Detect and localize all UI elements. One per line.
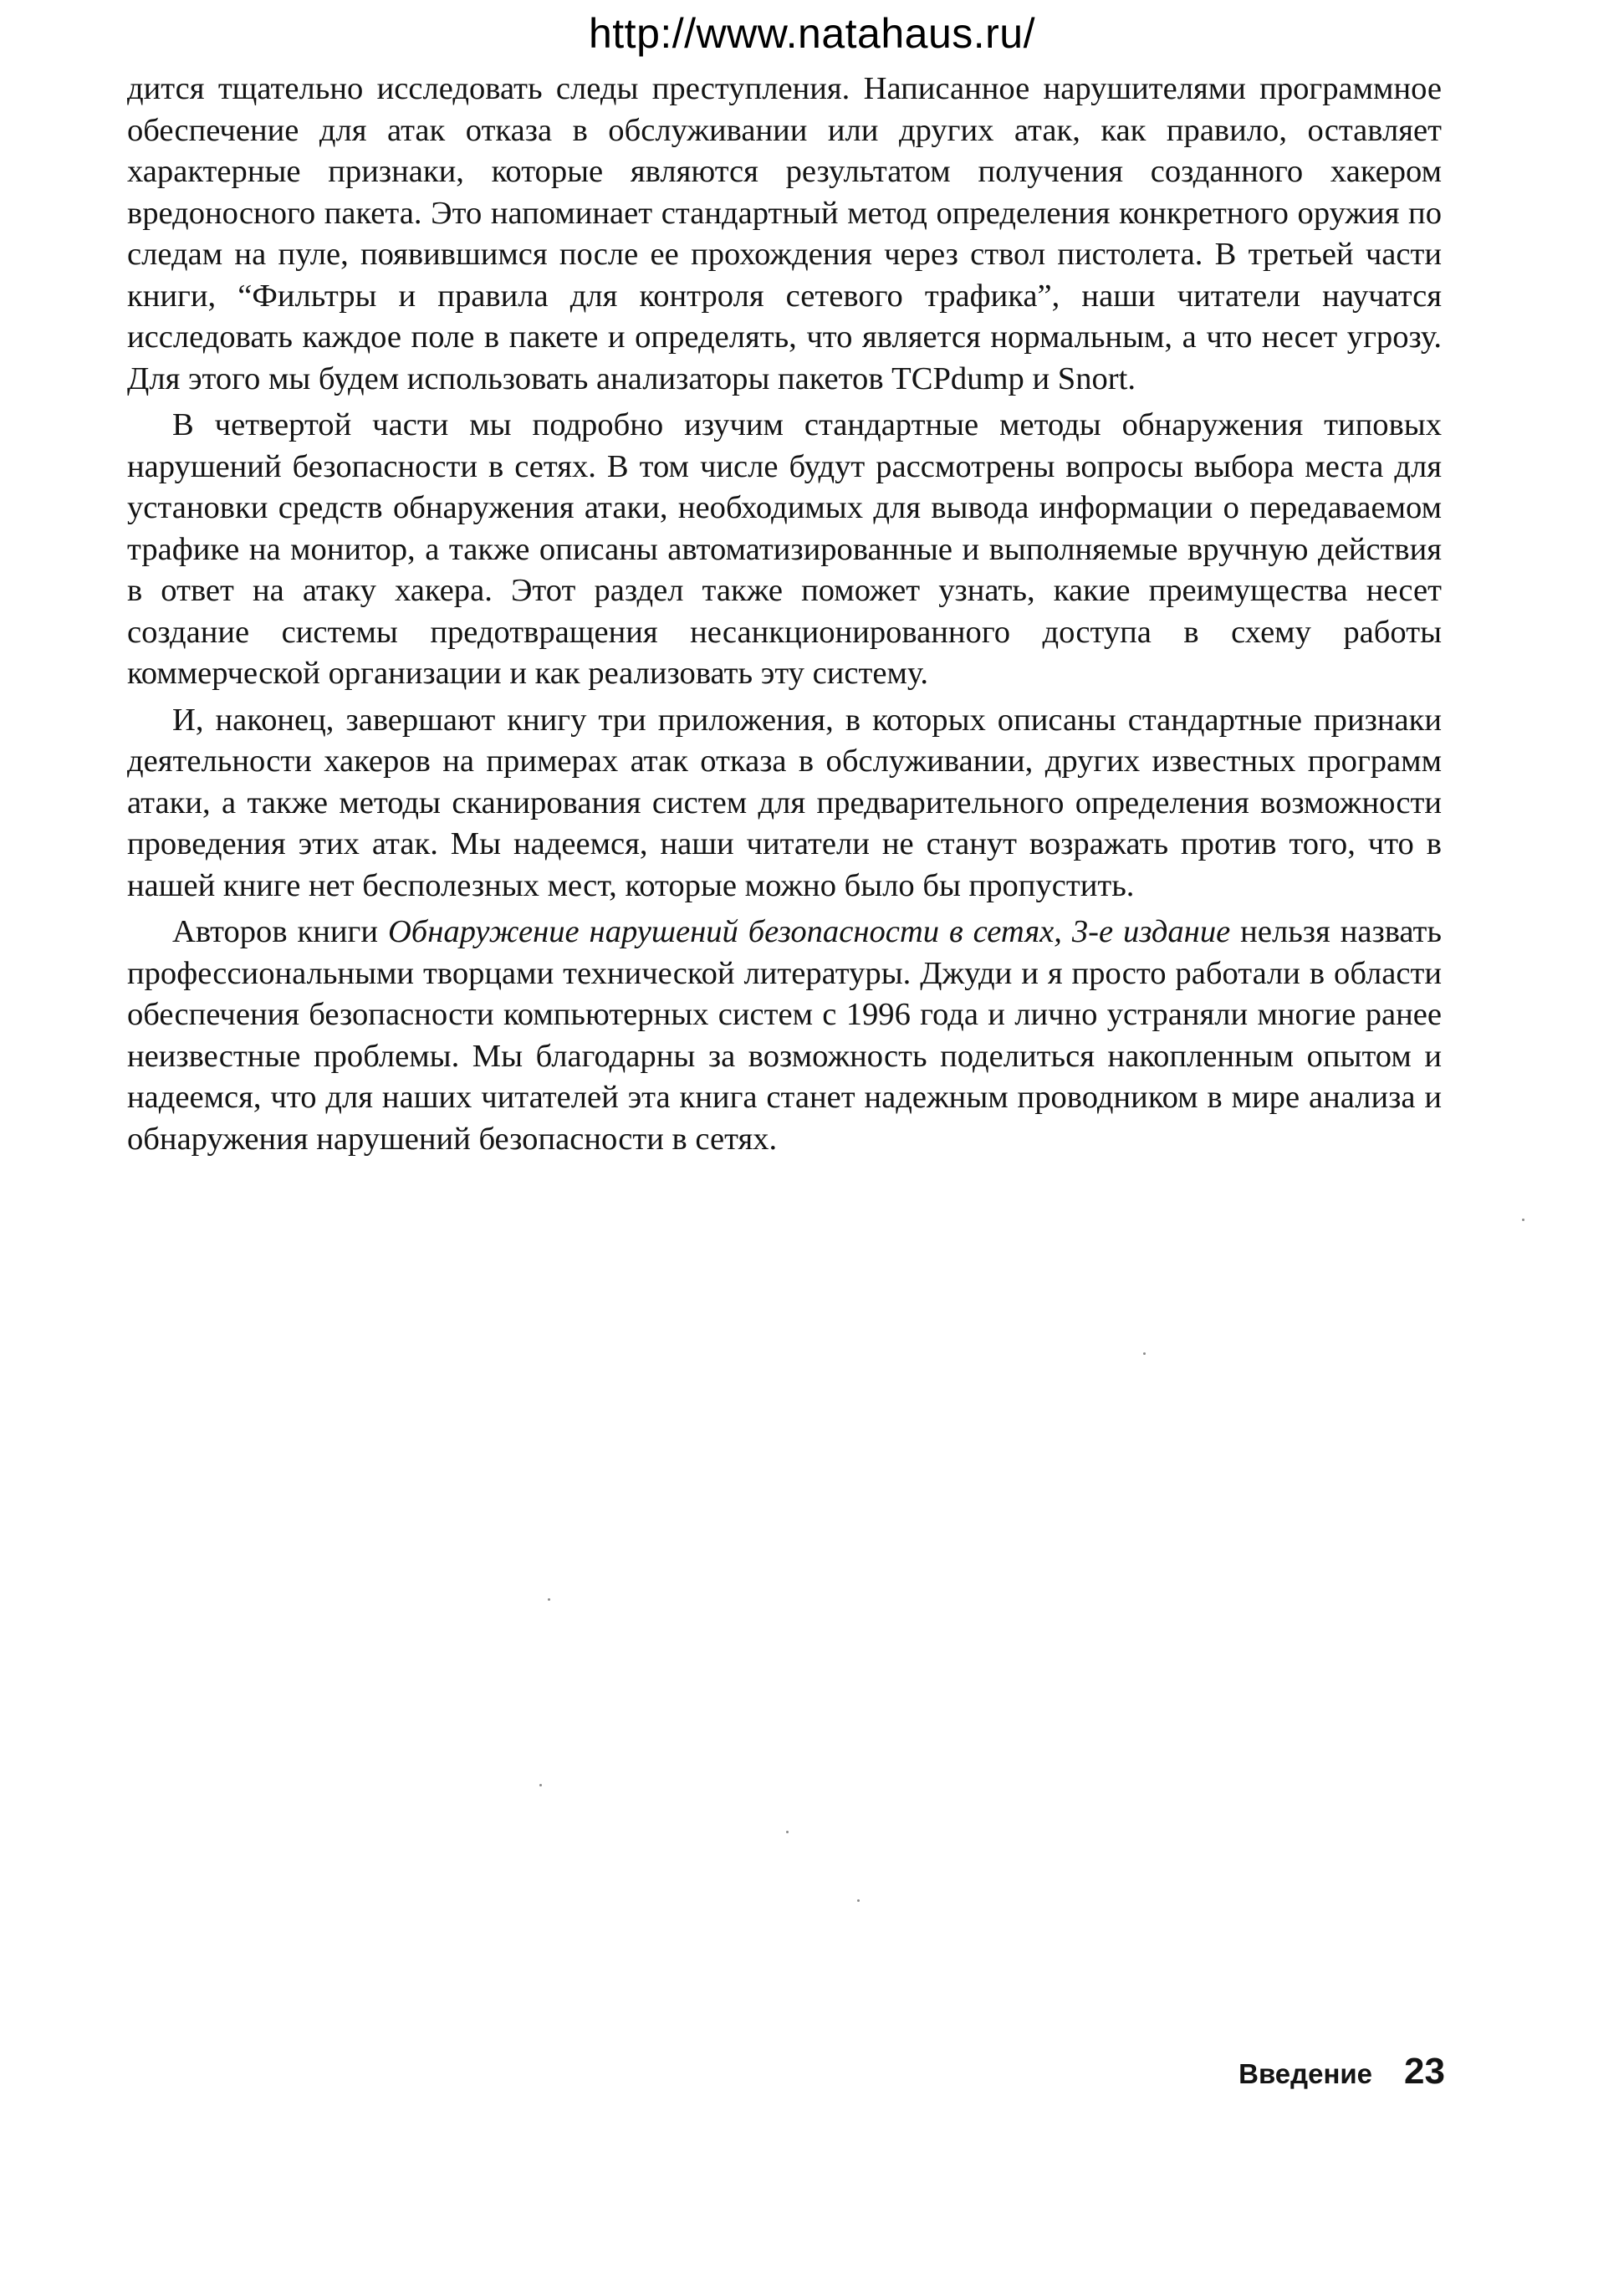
- scan-speck: [857, 1899, 860, 1902]
- page-footer: [1238, 2051, 1445, 2093]
- paragraph-4-lead: Авторов книги: [172, 914, 388, 949]
- main-text-column: [127, 69, 1442, 1165]
- body-paragraph-1: дится тщательно исследовать следы преступления. Написанное нарушителями программное обеспечение для атак отказа в обслуживании или других атак, как правило, оставляет характерные признаки, которые являются результатом получения созданного хакером вредоносного пакета. Это напоминает стандартный метод определения конкретного оружия по следам на пуле, появившимся после ее прохождения через ствол пистолета. В третьей части книги, “Фильтры и правила для контроля сетевого трафика”, наши читатели научатся исследовать каждое поле в пакете и определять, что является нормальным, а что несет угрозу. Для этого мы будем использовать анализаторы пакетов TCPdump и Snort.: [127, 71, 1442, 396]
- scan-speck: [1143, 1352, 1146, 1355]
- paragraph-4-rest: нельзя назвать профессиональными творцами технической литературы. Джуди и я просто работали в области обеспечения безопасности компьютерных систем с 1996 года и лично устраняли многие ранее неизвестные проблемы. Мы благодарны за возможность поделиться накопленным опытом и надеемся, что для наших читателей эта книга станет надежным проводником в мире анализа и обнаружения нарушений безопасности в сетях.: [127, 914, 1442, 1157]
- body-paragraph-2: В четвертой части мы подробно изучим стандартные методы обнаружения типовых нарушений безопасности в сетях. В том числе будут рассмотрены вопросы выбора места для установки средств обнаружения атаки, необходимых для вывода информации о передаваемом трафике на монитор, а также описаны автоматизированные и выполняемые вручную действия в ответ на атаку хакера. Этот раздел также поможет узнать, какие преимущества несет создание системы предотвращения несанкционированного доступа в схему работы коммерческой организации и как реализовать эту систему.: [127, 407, 1442, 691]
- header-url-watermark: http://www.natahaus.ru/: [588, 10, 1035, 57]
- body-paragraph-3: И, наконец, завершают книгу три приложения, в которых описаны стандартные признаки деятельности хакеров на примерах атак отказа в обслуживании, других известных программ атаки, а также методы сканирования систем для предварительного определения возможности проведения этих атак. Мы надеемся, наши читатели не станут возражать против того, что в нашей книге нет бесполезных мест, которые можно было бы пропустить.: [127, 702, 1442, 903]
- page-number: 23: [1404, 2051, 1445, 2092]
- book-title-italic: Обнаружение нарушений безопасности в сетях, 3-е издание: [387, 914, 1231, 949]
- scan-speck: [539, 1784, 542, 1786]
- body-paragraph-4: [127, 912, 1442, 1160]
- scan-speck: [786, 1831, 789, 1833]
- running-footer-section-title: Введение: [1238, 2058, 1373, 2089]
- scan-speck: [548, 1598, 550, 1601]
- scan-speck: [1522, 1219, 1524, 1221]
